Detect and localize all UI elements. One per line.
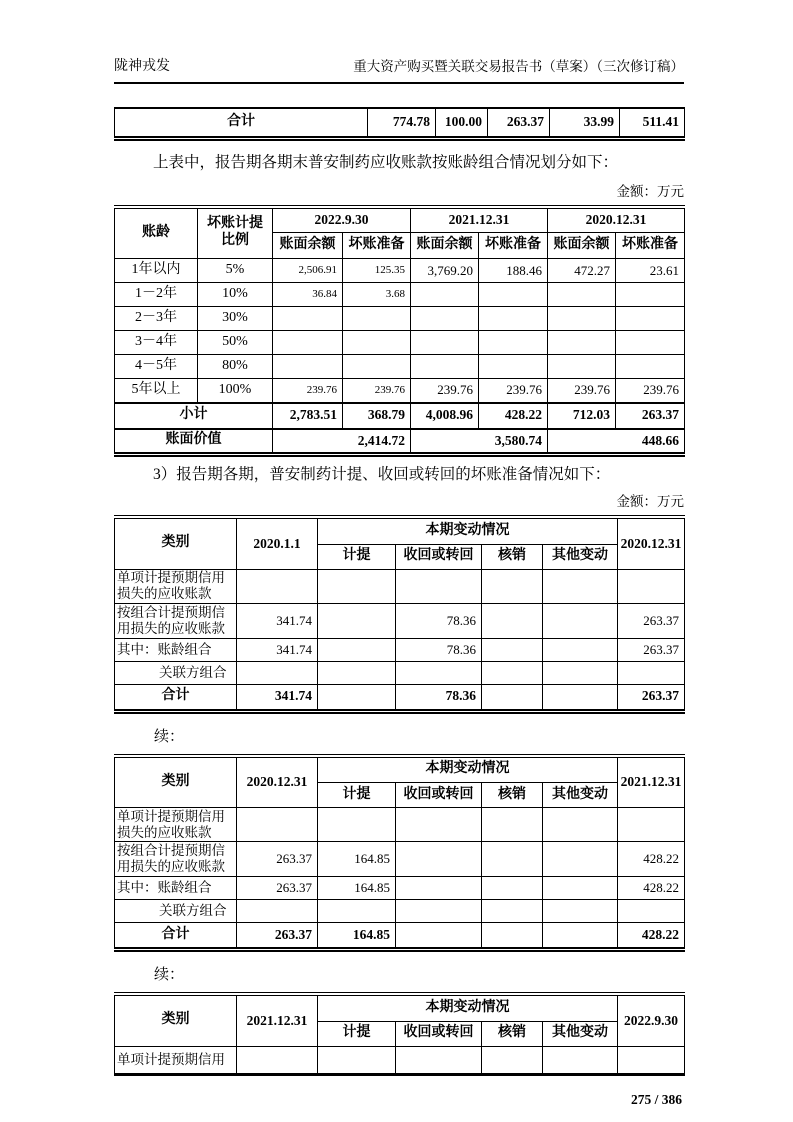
table-row — [115, 1046, 685, 1074]
ratio-cell: 5% — [198, 259, 273, 283]
value-cell: 263.37 — [618, 638, 685, 661]
value-cell — [273, 355, 343, 379]
value-cell — [616, 331, 685, 355]
value-cell — [237, 569, 318, 603]
report-title: 重大资产购买暨关联交易报告书（草案）（三次修订稿） — [353, 59, 684, 74]
table-row — [115, 661, 685, 684]
table-row — [115, 307, 685, 331]
value-cell — [482, 638, 543, 661]
value-cell — [396, 808, 482, 842]
table-header-row — [115, 994, 685, 1021]
header-cell: 其他变动 — [543, 1021, 618, 1046]
value-cell: 428.22 — [618, 877, 685, 900]
value-cell — [411, 355, 479, 379]
label-cell: 单项计提预期信用 — [115, 1046, 237, 1074]
value-cell: 100.00 — [436, 108, 488, 138]
value-cell: 263.37 — [237, 877, 318, 900]
label-cell: 合计 — [115, 684, 237, 711]
value-cell — [543, 808, 618, 842]
header-cell: 本期变动情况 — [318, 994, 618, 1021]
value-cell: 2,414.72 — [273, 429, 411, 455]
header-cell: 其他变动 — [543, 783, 618, 808]
header-cell: 2021.12.31 — [237, 994, 318, 1046]
value-cell: 472.27 — [548, 259, 616, 283]
value-cell: 239.76 — [616, 379, 685, 403]
value-cell: 36.84 — [273, 283, 343, 307]
header-cell: 2020.12.31 — [548, 207, 685, 233]
value-cell — [548, 355, 616, 379]
header-cell: 收回或转回 — [396, 544, 482, 569]
header-cell: 计提 — [318, 783, 396, 808]
value-cell — [543, 603, 618, 638]
value-cell — [396, 569, 482, 603]
value-cell — [482, 842, 543, 877]
table-row — [115, 379, 685, 403]
header-cell: 账面余额 — [273, 233, 343, 259]
value-cell — [318, 1046, 396, 1074]
total-row — [115, 684, 685, 711]
value-cell — [273, 307, 343, 331]
header-cell: 账面余额 — [548, 233, 616, 259]
header-cell: 2022.9.30 — [273, 207, 411, 233]
age-cell: 3－4年 — [115, 331, 198, 355]
label-cell: 单项计提预期信用损失的应收账款 — [115, 569, 237, 603]
value-cell — [482, 877, 543, 900]
value-cell: 164.85 — [318, 877, 396, 900]
value-cell — [482, 661, 543, 684]
header-cell: 核销 — [482, 1021, 543, 1046]
value-cell: 239.76 — [273, 379, 343, 403]
table-row — [115, 877, 685, 900]
value-cell: 428.22 — [618, 923, 685, 950]
body-paragraph: 上表中，报告期各期末普安制药应收账款按账龄组合情况划分如下： — [153, 153, 619, 171]
value-cell — [618, 569, 685, 603]
value-cell: 2,783.51 — [273, 403, 343, 429]
ratio-cell: 50% — [198, 331, 273, 355]
value-cell — [318, 661, 396, 684]
age-cell: 2－3年 — [115, 307, 198, 331]
value-cell — [318, 569, 396, 603]
value-cell — [343, 355, 411, 379]
table-header-row — [115, 756, 685, 783]
label-cell: 其中：账龄组合 — [115, 877, 237, 900]
header-cell: 类别 — [115, 517, 237, 569]
value-cell: 263.37 — [618, 603, 685, 638]
value-cell: 2,506.91 — [273, 259, 343, 283]
table-header-row — [115, 207, 685, 233]
label-cell: 按组合计提预期信用损失的应收账款 — [115, 842, 237, 877]
value-cell — [543, 900, 618, 923]
header-cell: 2021.12.31 — [411, 207, 548, 233]
value-cell — [482, 923, 543, 950]
value-cell: 164.85 — [318, 923, 396, 950]
value-cell — [396, 1046, 482, 1074]
header-cell: 账面余额 — [411, 233, 479, 259]
table-row — [115, 638, 685, 661]
page-number: 275 / 386 — [630, 1091, 682, 1107]
value-cell: 3,580.74 — [411, 429, 548, 455]
label-cell: 按组合计提预期信用损失的应收账款 — [115, 603, 237, 638]
value-cell: 263.37 — [618, 684, 685, 711]
value-cell: 78.36 — [396, 684, 482, 711]
value-cell — [411, 307, 479, 331]
value-cell: 341.74 — [237, 684, 318, 711]
value-cell — [616, 355, 685, 379]
summary-table — [114, 107, 685, 141]
value-cell: 188.46 — [479, 259, 548, 283]
table-row — [115, 603, 685, 638]
ratio-cell: 80% — [198, 355, 273, 379]
value-cell — [411, 283, 479, 307]
value-cell — [237, 900, 318, 923]
label-cell: 其中：账龄组合 — [115, 638, 237, 661]
header-cell: 收回或转回 — [396, 783, 482, 808]
value-cell: 164.85 — [318, 842, 396, 877]
value-cell — [479, 283, 548, 307]
value-cell: 239.76 — [479, 379, 548, 403]
value-cell — [343, 307, 411, 331]
header-cell: 2021.12.31 — [618, 756, 685, 808]
value-cell — [318, 684, 396, 711]
company-name: 陇神戎发 — [114, 59, 170, 74]
value-cell — [396, 923, 482, 950]
value-cell: 263.37 — [237, 842, 318, 877]
provision-table-2022 — [114, 992, 685, 1076]
value-cell: 3.68 — [343, 283, 411, 307]
age-cell: 4－5年 — [115, 355, 198, 379]
value-cell — [543, 877, 618, 900]
value-cell — [479, 307, 548, 331]
header-cell: 本期变动情况 — [318, 517, 618, 544]
value-cell — [482, 1046, 543, 1074]
body-paragraph: 3）报告期各期，普安制药计提、收回或转回的坏账准备情况如下： — [153, 466, 611, 483]
value-cell — [618, 661, 685, 684]
subtotal-row — [115, 403, 685, 429]
header-cell: 收回或转回 — [396, 1021, 482, 1046]
header-cell: 坏账准备 — [479, 233, 548, 259]
value-cell — [618, 808, 685, 842]
header-cell: 计提 — [318, 544, 396, 569]
header-cell: 2020.1.1 — [237, 517, 318, 569]
value-cell: 78.36 — [396, 603, 482, 638]
unit-label: 金额：万元 — [616, 494, 684, 509]
value-cell — [543, 923, 618, 950]
value-cell: 428.22 — [479, 403, 548, 429]
value-cell — [543, 661, 618, 684]
total-row — [115, 923, 685, 950]
header-cell: 账龄 — [115, 207, 198, 259]
header-cell: 本期变动情况 — [318, 756, 618, 783]
table-row — [115, 331, 685, 355]
aging-table — [114, 205, 685, 458]
table-row — [115, 355, 685, 379]
value-cell — [318, 900, 396, 923]
value-cell: 774.78 — [368, 108, 436, 138]
document-header — [114, 0, 684, 84]
table-header-row — [115, 517, 685, 544]
label-cell: 合计 — [115, 108, 368, 138]
value-cell — [482, 684, 543, 711]
label-cell: 关联方组合 — [115, 661, 237, 684]
continuation-label: 续： — [154, 967, 185, 983]
value-cell — [543, 1046, 618, 1074]
value-cell — [411, 331, 479, 355]
value-cell: 448.66 — [548, 429, 685, 455]
value-cell: 428.22 — [618, 842, 685, 877]
value-cell — [237, 1046, 318, 1074]
value-cell: 239.76 — [343, 379, 411, 403]
value-cell — [548, 283, 616, 307]
header-cell: 2020.12.31 — [618, 517, 685, 569]
table-row — [115, 259, 685, 283]
page-content — [114, 0, 684, 1108]
label-cell: 单项计提预期信用损失的应收账款 — [115, 808, 237, 842]
value-cell: 263.37 — [616, 403, 685, 429]
value-cell: 3,769.20 — [411, 259, 479, 283]
value-cell — [318, 638, 396, 661]
ratio-cell: 10% — [198, 283, 273, 307]
value-cell: 23.61 — [616, 259, 685, 283]
value-cell — [273, 331, 343, 355]
value-cell: 4,008.96 — [411, 403, 479, 429]
ratio-cell: 100% — [198, 379, 273, 403]
header-cell: 坏账准备 — [343, 233, 411, 259]
value-cell — [616, 307, 685, 331]
header-cell: 核销 — [482, 783, 543, 808]
value-cell — [396, 661, 482, 684]
header-cell: 坏账计提比例 — [198, 207, 273, 259]
table-row — [115, 108, 685, 138]
table-row — [115, 283, 685, 307]
header-cell: 其他变动 — [543, 544, 618, 569]
header-cell: 核销 — [482, 544, 543, 569]
value-cell — [479, 331, 548, 355]
value-cell — [482, 808, 543, 842]
value-cell — [548, 331, 616, 355]
book-value-row — [115, 429, 685, 455]
label-cell: 账面价值 — [115, 429, 273, 455]
value-cell — [616, 283, 685, 307]
value-cell — [396, 842, 482, 877]
value-cell — [237, 808, 318, 842]
header-cell: 类别 — [115, 994, 237, 1046]
value-cell — [396, 900, 482, 923]
value-cell: 78.36 — [396, 638, 482, 661]
label-cell: 小计 — [115, 403, 273, 429]
label-cell: 关联方组合 — [115, 900, 237, 923]
value-cell — [318, 808, 396, 842]
table-row — [115, 842, 685, 877]
provision-table-2021 — [114, 754, 685, 953]
value-cell — [618, 1046, 685, 1074]
value-cell — [318, 603, 396, 638]
value-cell — [396, 877, 482, 900]
value-cell: 263.37 — [488, 108, 550, 138]
unit-label: 金额：万元 — [616, 183, 684, 199]
age-cell: 1－2年 — [115, 283, 198, 307]
value-cell: 511.41 — [620, 108, 685, 138]
header-cell: 计提 — [318, 1021, 396, 1046]
header-cell: 坏账准备 — [616, 233, 685, 259]
value-cell: 239.76 — [411, 379, 479, 403]
value-cell — [548, 307, 616, 331]
age-cell: 5年以上 — [115, 379, 198, 403]
value-cell — [543, 569, 618, 603]
value-cell — [543, 684, 618, 711]
label-cell: 合计 — [115, 923, 237, 950]
value-cell — [482, 900, 543, 923]
value-cell — [543, 842, 618, 877]
header-cell: 类别 — [115, 756, 237, 808]
table-row — [115, 569, 685, 603]
value-cell — [482, 603, 543, 638]
value-cell: 341.74 — [237, 603, 318, 638]
value-cell: 368.79 — [343, 403, 411, 429]
value-cell: 239.76 — [548, 379, 616, 403]
value-cell: 341.74 — [237, 638, 318, 661]
header-cell: 2020.12.31 — [237, 756, 318, 808]
value-cell: 33.99 — [550, 108, 620, 138]
table-row — [115, 808, 685, 842]
value-cell — [479, 355, 548, 379]
value-cell: 125.35 — [343, 259, 411, 283]
table-row — [115, 900, 685, 923]
provision-table-2020 — [114, 515, 685, 714]
value-cell — [618, 900, 685, 923]
header-cell: 2022.9.30 — [618, 994, 685, 1046]
value-cell: 712.03 — [548, 403, 616, 429]
ratio-cell: 30% — [198, 307, 273, 331]
continuation-label: 续： — [154, 728, 185, 745]
value-cell — [543, 638, 618, 661]
value-cell — [482, 569, 543, 603]
value-cell — [237, 661, 318, 684]
value-cell: 263.37 — [237, 923, 318, 950]
value-cell — [343, 331, 411, 355]
age-cell: 1年以内 — [115, 259, 198, 283]
